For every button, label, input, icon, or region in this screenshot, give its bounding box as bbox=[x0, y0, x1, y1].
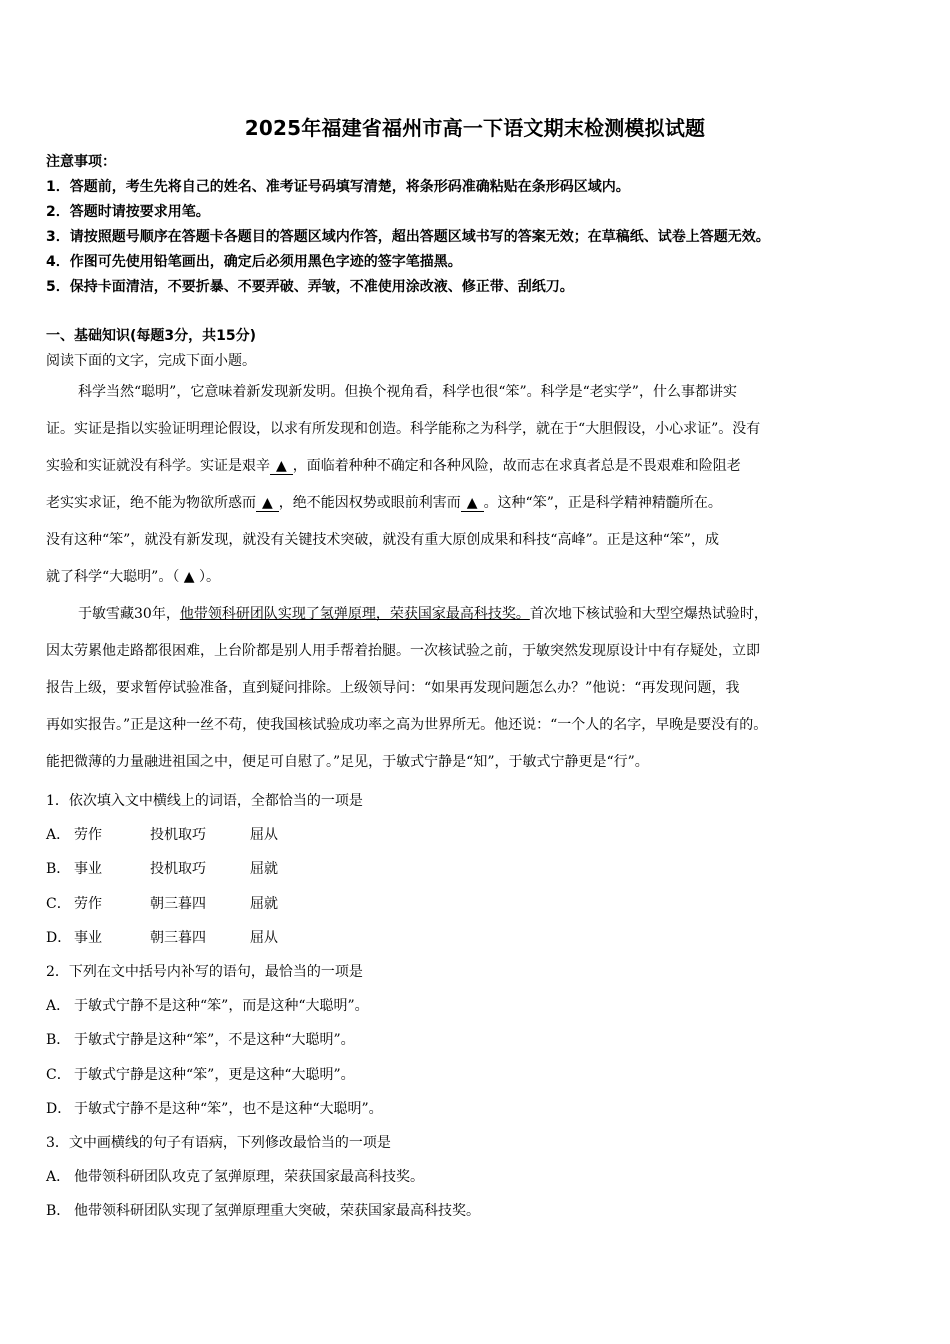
passage-line: 实验和实证就没有科学。实证是艰辛 ▲ ，面临着种种不确定和各种风险，故而志在求真者总是不畏艰难和险阻老 bbox=[46, 458, 741, 474]
notice-item: 4．作图可先使用铅笔画出，确定后必须用黑色字迹的签字笔描黑。 bbox=[46, 254, 462, 270]
passage-yumin bbox=[46, 596, 914, 781]
q1-option-b: B． 事业 投机取巧 屈就 bbox=[46, 861, 278, 878]
notice-item: 3．请按照题号顺序在答题卡各题目的答题区域内作答，超出答题区域书写的答案无效；在草稿纸、试卷上答题无效。 bbox=[46, 229, 770, 245]
passage-line: 报告上级，要求暂停试验准备，直到疑问排除。上级领导问：“如果再发现问题怎么办？”他说：“再发现问题，我 bbox=[46, 680, 740, 696]
notice-heading: 注意事项： bbox=[46, 154, 116, 170]
q3-option-b: B． 他带领科研团队实现了氢弹原理重大突破，荣获国家最高科技奖。 bbox=[46, 1203, 480, 1220]
bracket-blank: ▲ bbox=[183, 569, 195, 585]
blank-2: ▲ bbox=[256, 495, 279, 512]
q2-option-d: D． 于敏式宁静不是这种“笨”，也不是这种“大聪明”。 bbox=[46, 1100, 383, 1117]
question-2-stem: 2．下列在文中括号内补写的语句，最恰当的一项是 bbox=[46, 963, 363, 980]
q2-option-a: A． 于敏式宁静不是这种“笨”，而是这种“大聪明”。 bbox=[46, 998, 369, 1015]
passage-line: 证。实证是指以实验证明理论假设，以求有所发现和创造。科学能称之为科学，就在于“大胆假设，小心求证”。没有 bbox=[46, 421, 761, 437]
q1-option-d: D． 事业 朝三暮四 屈从 bbox=[46, 929, 278, 946]
passage-line: 就了科学“大聪明”。（ ▲ ）。 bbox=[46, 569, 221, 585]
q1-option-c: C． 劳作 朝三暮四 屈就 bbox=[46, 895, 278, 912]
q2-option-c: C． 于敏式宁静是这种“笨”，更是这种“大聪明”。 bbox=[46, 1066, 355, 1083]
notice-item: 2．答题时请按要求用笔。 bbox=[46, 204, 210, 220]
underlined-sentence: 他带领科研团队实现了氢弹原理，荣获国家最高科技奖。 bbox=[179, 606, 530, 622]
passage-line: 没有这种“笨”，就没有新发现，就没有关键技术突破，就没有重大原创成果和科技“高峰”。正是这种“笨”，成 bbox=[46, 532, 719, 548]
q1-option-a: A． 劳作 投机取巧 屈从 bbox=[46, 827, 278, 844]
question-1-stem: 1．依次填入文中横线上的词语，全都恰当的一项是 bbox=[46, 793, 363, 809]
section-intro: 阅读下面的文字，完成下面小题。 bbox=[46, 353, 256, 369]
passage-line: 再如实报告。”正是这种一丝不苟，使我国核试验成功率之高为世界所无。他还说：“一个人的名字，早晚是要没有的。 bbox=[46, 717, 768, 733]
blank-3: ▲ bbox=[461, 495, 484, 512]
exam-title: 2025年福建省福州市高一下语文期末检测模拟试题 bbox=[244, 116, 706, 140]
passage-line: 于敏雪藏30年，他带领科研团队实现了氢弹原理，荣获国家最高科技奖。首次地下核试验和大型空爆热试验时， bbox=[78, 606, 768, 622]
passage-line: 科学当然“聪明”，它意味着新发现新发明。但换个视角看，科学也很“笨”。科学是“老实学”，什么事都讲实 bbox=[78, 384, 737, 400]
passage-line: 能把微薄的力量融进祖国之中，便足可自慰了。”足见，于敏式宁静是“知”，于敏式宁静更是“行”。 bbox=[46, 754, 649, 770]
notice-item: 1．答题前，考生先将自己的姓名、准考证号码填写清楚，将条形码准确粘贴在条形码区域内。 bbox=[46, 179, 630, 195]
blank-1: ▲ bbox=[270, 458, 293, 475]
notice-item: 5．保持卡面清洁，不要折暴、不要弄破、弄皱，不准使用涂改液、修正带、刮纸刀。 bbox=[46, 279, 574, 295]
passage-line: 因太劳累他走路都很困难，上台阶都是别人用手帮着抬腿。一次核试验之前，于敏突然发现原设计中有存疑处，立即 bbox=[46, 643, 760, 659]
passage-science bbox=[46, 374, 914, 596]
section-heading: 一、基础知识(每题3分，共15分) bbox=[46, 328, 257, 344]
question-3-stem: 3．文中画横线的句子有语病，下列修改最恰当的一项是 bbox=[46, 1134, 391, 1151]
questions bbox=[46, 784, 916, 1228]
notice-block bbox=[46, 150, 916, 300]
passage-line: 老实实求证，绝不能为物欲所惑而 ▲ ，绝不能因权势或眼前利害而 ▲ 。这种“笨”，正是科学精神精髓所在。 bbox=[46, 495, 722, 511]
q2-option-b: B． 于敏式宁静是这种“笨”，不是这种“大聪明”。 bbox=[46, 1032, 355, 1049]
q3-option-a: A． 他带领科研团队攻克了氢弹原理，荣获国家最高科技奖。 bbox=[46, 1169, 424, 1186]
